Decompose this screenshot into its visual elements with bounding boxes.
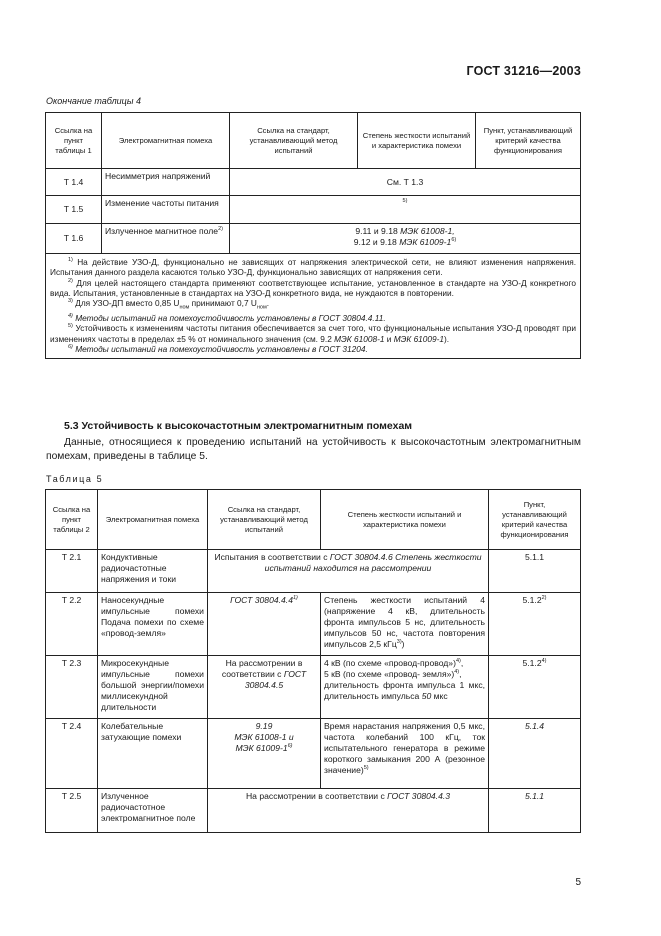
table5-header-row	[46, 490, 581, 550]
table5-header-severity: Степень жесткости испытаний и характеристика помехи	[321, 490, 489, 550]
row-noise: Наносекундные импульсные помехи Подача помехи по схеме «провод-земля»	[98, 593, 208, 656]
table4	[45, 112, 581, 359]
row-criterion: 5.1.1	[489, 789, 581, 833]
row-noise: Несимметрия напряжений	[102, 169, 230, 196]
row-noise: Колебательные затухающие помехи	[98, 719, 208, 789]
table-row	[46, 224, 581, 254]
row-ref: Т 1.4	[46, 169, 102, 196]
row-noise: Микросекундные импульсные помехи большой энергии/помехи миллисекундной длительности	[98, 656, 208, 719]
table5-header-standard: Ссылка на стандарт, устанавливающий метод испытаний	[208, 490, 321, 550]
table5-header-ref: Ссылка на пункт таблицы 2	[46, 490, 98, 550]
document-code: ГОСТ 31216—2003	[466, 64, 581, 78]
table-row	[46, 789, 581, 833]
row-noise: Изменение частоты питания	[102, 196, 230, 224]
row-ref: Т 1.5	[46, 196, 102, 224]
table5	[45, 489, 581, 833]
section-title: 5.3 Устойчивость к высокочастотным электромагнитным помехам	[64, 420, 413, 432]
footnote-6: $^{6)}$ Методы испытаний на помехоустойчивость установлены в ГОСТ 31204.	[68, 344, 368, 355]
row-criterion: 5.1.1	[489, 550, 581, 593]
section-paragraph: Данные, относящиеся к проведению испытаний на устойчивость к высокочастотным электромагнитным помехам, приведены в таблице 5.	[46, 437, 581, 462]
merged-line-1: 9.11 и 9.18 МЭК 61008-1,	[355, 226, 455, 236]
row-severity: 4 кВ (по схеме «провод-провод»)$^{4)}$, 5 кВ (по схеме «провод- земля»)$^{4)}$, длительность фронта импульса 1 мкс, длительность импульса 50 мкс	[321, 656, 489, 719]
row-standard: ГОСТ 30804.4.4$^{1)}$	[208, 593, 321, 656]
row-standard: На рассмотрении в соответствии с ГОСТ 30804.4.5	[208, 656, 321, 719]
table4-header-criterion: Пункт, устанавливающий критерий качества функционирования	[476, 113, 581, 169]
table5-caption: Таблица 5	[46, 474, 104, 484]
row-ref: Т 2.4	[46, 719, 98, 789]
table-row	[46, 550, 581, 593]
footnote-ref: 2)	[218, 226, 223, 233]
row-standard: 9.19 МЭК 61008-1 и МЭК 61009-1$^{6)}$	[208, 719, 321, 789]
row-ref: Т 2.2	[46, 593, 98, 656]
row-merged: Испытания в соответствии с ГОСТ 30804.4.6 Степень жесткости испытаний находится на рассмотрении	[208, 550, 489, 593]
row-merged	[230, 224, 581, 254]
row-ref: Т 2.1	[46, 550, 98, 593]
table5-header-criterion: Пункт, устанавливающий критерий качества функционирования	[489, 490, 581, 550]
row-merged: На рассмотрении в соответствии с ГОСТ 30804.4.3	[208, 789, 489, 833]
row-noise: Излученное радиочастотное электромагнитное поле	[98, 789, 208, 833]
table4-notes	[46, 254, 581, 359]
table5-header-noise: Электромагнитная помеха	[98, 490, 208, 550]
row-severity: Степень жесткости испытаний 4 (напряжение 4 кВ, длительность фронта импульсов 5 нс, длительность импульсов 50 нс, частота повторения импульсов 2,5 кГц$^{3)}$)	[321, 593, 489, 656]
table-row	[46, 656, 581, 719]
table4-header-standard: Ссылка на стандарт, устанавливающий метод испытаний	[230, 113, 358, 169]
page-number: 5	[575, 877, 581, 888]
table4-caption: Окончание таблицы 4	[46, 96, 141, 106]
row-ref: Т 1.6	[46, 224, 102, 254]
footnote-5: $^{5)}$ Устойчивость к изменениям частоты питания обеспечивается за счет того, что функциональные испытания УЗО-Д проводят при изменениях частоты в пределах ±5 % от номинального значения (см. 9.2 МЭК 61008-1 и МЭК 61009-1).	[50, 323, 576, 344]
footnote-2: $^{2)}$ Для целей настоящего стандарта применяют соответствующее испытание, установленное в стандарте на УЗО-Д конкретного вида. Испытания, установленные в стандартах на УЗО-Д конкретного вида, не нуждаются в повторении.	[50, 277, 576, 298]
row-criterion: 5.1.2$^{2)}$	[489, 593, 581, 656]
row-criterion: 5.1.4	[489, 719, 581, 789]
table4-header-row	[46, 113, 581, 169]
table-row	[46, 593, 581, 656]
footnote-3: $^{3)}$ Для УЗО-ДП вместо 0,85 $U_{ном}$ принимают 0,7 $U_{ном}$.	[68, 298, 270, 311]
table-row	[46, 196, 581, 224]
row-merged: См. Т 1.3	[230, 169, 581, 196]
row-noise: Кондуктивные радиочастотные напряжения и токи	[98, 550, 208, 593]
table4-notes-row	[46, 254, 581, 359]
merged-line-2: 9.12 и 9.18 МЭК 61009-1$^{6)}$	[353, 237, 457, 247]
table4-header-ref: Ссылка на пункт таблицы 1	[46, 113, 102, 169]
row-ref: Т 2.5	[46, 789, 98, 833]
row-criterion: 5.1.2$^{4)}$	[489, 656, 581, 719]
row-severity: Время нарастания напряжения 0,5 мкс, частота колебаний 100 кГц, ток испытательного генератора в режиме короткого замыкания 200 А (резонное значение)$^{5)}$	[321, 719, 489, 789]
table-row	[46, 169, 581, 196]
footnote-ref: 5)	[402, 198, 408, 205]
row-ref: Т 2.3	[46, 656, 98, 719]
row-noise	[102, 224, 230, 254]
footnote-4: $^{4)}$ Методы испытаний на помехоустойчивость установлены в ГОСТ 30804.4.11.	[68, 313, 386, 324]
noise-text: Излученное магнитное поле	[105, 226, 219, 236]
footnote-1: $^{1)}$ На действие УЗО-Д, функционально не зависящих от напряжения электрической сети, не влияют изменения напряжения. Испытания данного раздела касаются только УЗО-Д, функционально зависящих от напряжения сети.	[50, 257, 576, 278]
row-merged	[230, 196, 581, 224]
table4-header-severity: Степень жесткости испытаний и характеристика помехи	[358, 113, 476, 169]
table-row	[46, 719, 581, 789]
table4-header-noise: Электромагнитная помеха	[102, 113, 230, 169]
